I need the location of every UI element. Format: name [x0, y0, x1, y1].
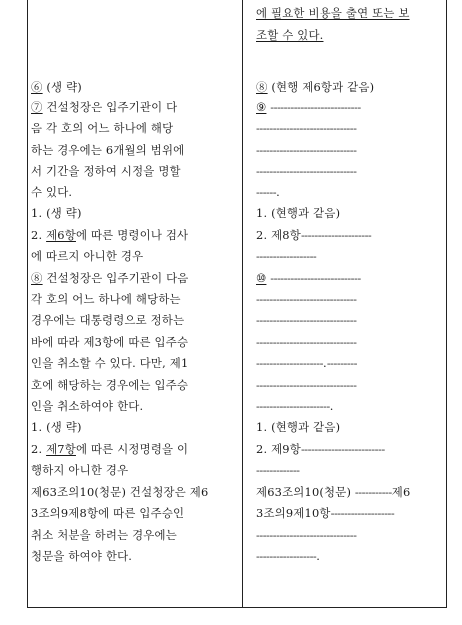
left-text-line: 취소 처분을 하려는 경우에는	[31, 528, 177, 542]
right-text-line: 1. (현행과 같음)	[256, 206, 341, 220]
right-text-line: 2. 제8항---------------------	[256, 228, 372, 242]
left-text-line: 2. 제6항에 따른 명령이나 검사	[31, 228, 189, 242]
right-text-line: --------------------.---------	[256, 356, 357, 370]
right-text-line: ------------------	[256, 249, 317, 263]
right-text-line: ⑨ ---------------------------	[256, 100, 361, 114]
left-text-line: ⑧ 건설청장은 입주기관이 다음	[31, 271, 189, 285]
left-text-line: 하는 경우에는 6개월의 범위에	[31, 143, 185, 157]
left-text-line: 수 있다.	[31, 185, 73, 199]
right-text-line: ------.	[256, 185, 280, 199]
left-text-line: 행하지 아니한 경우	[31, 463, 129, 477]
right-text-line: 3조의9제10항-------------------	[256, 506, 395, 520]
right-text-line: ----------------------.	[256, 399, 334, 413]
right-text-line: ------------------------------	[256, 378, 357, 392]
right-text-line: 제63조의10(청문) -----------제6	[256, 485, 411, 499]
right-text-line: ------------------------------	[256, 121, 357, 135]
left-text-line: 1. (생 략)	[31, 206, 82, 220]
right-text-line: ------------------------------	[256, 143, 357, 157]
left-text-line: 3조의9제8항에 따른 입주승인	[31, 506, 185, 520]
left-text-line: 1. (생 략)	[31, 420, 82, 434]
left-text-line: 서 기간을 정하여 시정을 명할	[31, 164, 181, 178]
left-text-line: 인을 취소하여야 한다.	[31, 399, 144, 413]
right-text-line: 2. 제9항-------------------------	[256, 442, 385, 456]
left-text-line: 에 따르지 아니한 경우	[31, 249, 144, 263]
left-text-line: 음 각 호의 어느 하나에 해당	[31, 121, 174, 135]
left-text-line: 호에 해당하는 경우에는 입주승	[31, 378, 189, 392]
right-text-line: ------------------.	[256, 549, 321, 563]
right-text-line: ------------------------------	[256, 335, 357, 349]
left-text-line: 제63조의10(청문) 건설청장은 제6	[31, 485, 209, 499]
right-text-line: ⑧ (현행 제6항과 같음)	[256, 80, 375, 94]
left-text-line: 경우에는 대통령령으로 정하는	[31, 313, 185, 327]
left-text-line: 인을 취소할 수 있다. 다만, 제1	[31, 356, 189, 370]
right-text-line: 에 필요한 비용을 출연 또는 보	[256, 6, 410, 20]
right-text-line: -------------	[256, 463, 300, 477]
column-divider	[242, 0, 243, 608]
left-text-line: 바에 따라 제3항에 따른 입주승	[31, 335, 189, 349]
right-text-line: 1. (현행과 같음)	[256, 420, 341, 434]
left-text-line: ⑥ (생 략)	[31, 80, 82, 94]
right-text-line: 조할 수 있다.	[256, 28, 324, 42]
right-text-line: ------------------------------	[256, 528, 357, 542]
left-text-line: 각 호의 어느 하나에 해당하는	[31, 292, 181, 306]
left-text-line: 2. 제7항에 따른 시정명령을 이	[31, 442, 189, 456]
right-text-line: ------------------------------	[256, 292, 357, 306]
left-text-line: 청문을 하여야 한다.	[31, 549, 133, 563]
right-text-line: ⑩ ---------------------------	[256, 271, 361, 285]
left-text-line: ⑦ 건설청장은 입주기관이 다	[31, 100, 178, 114]
right-text-line: ------------------------------	[256, 313, 357, 327]
right-text-line: ------------------------------	[256, 164, 357, 178]
